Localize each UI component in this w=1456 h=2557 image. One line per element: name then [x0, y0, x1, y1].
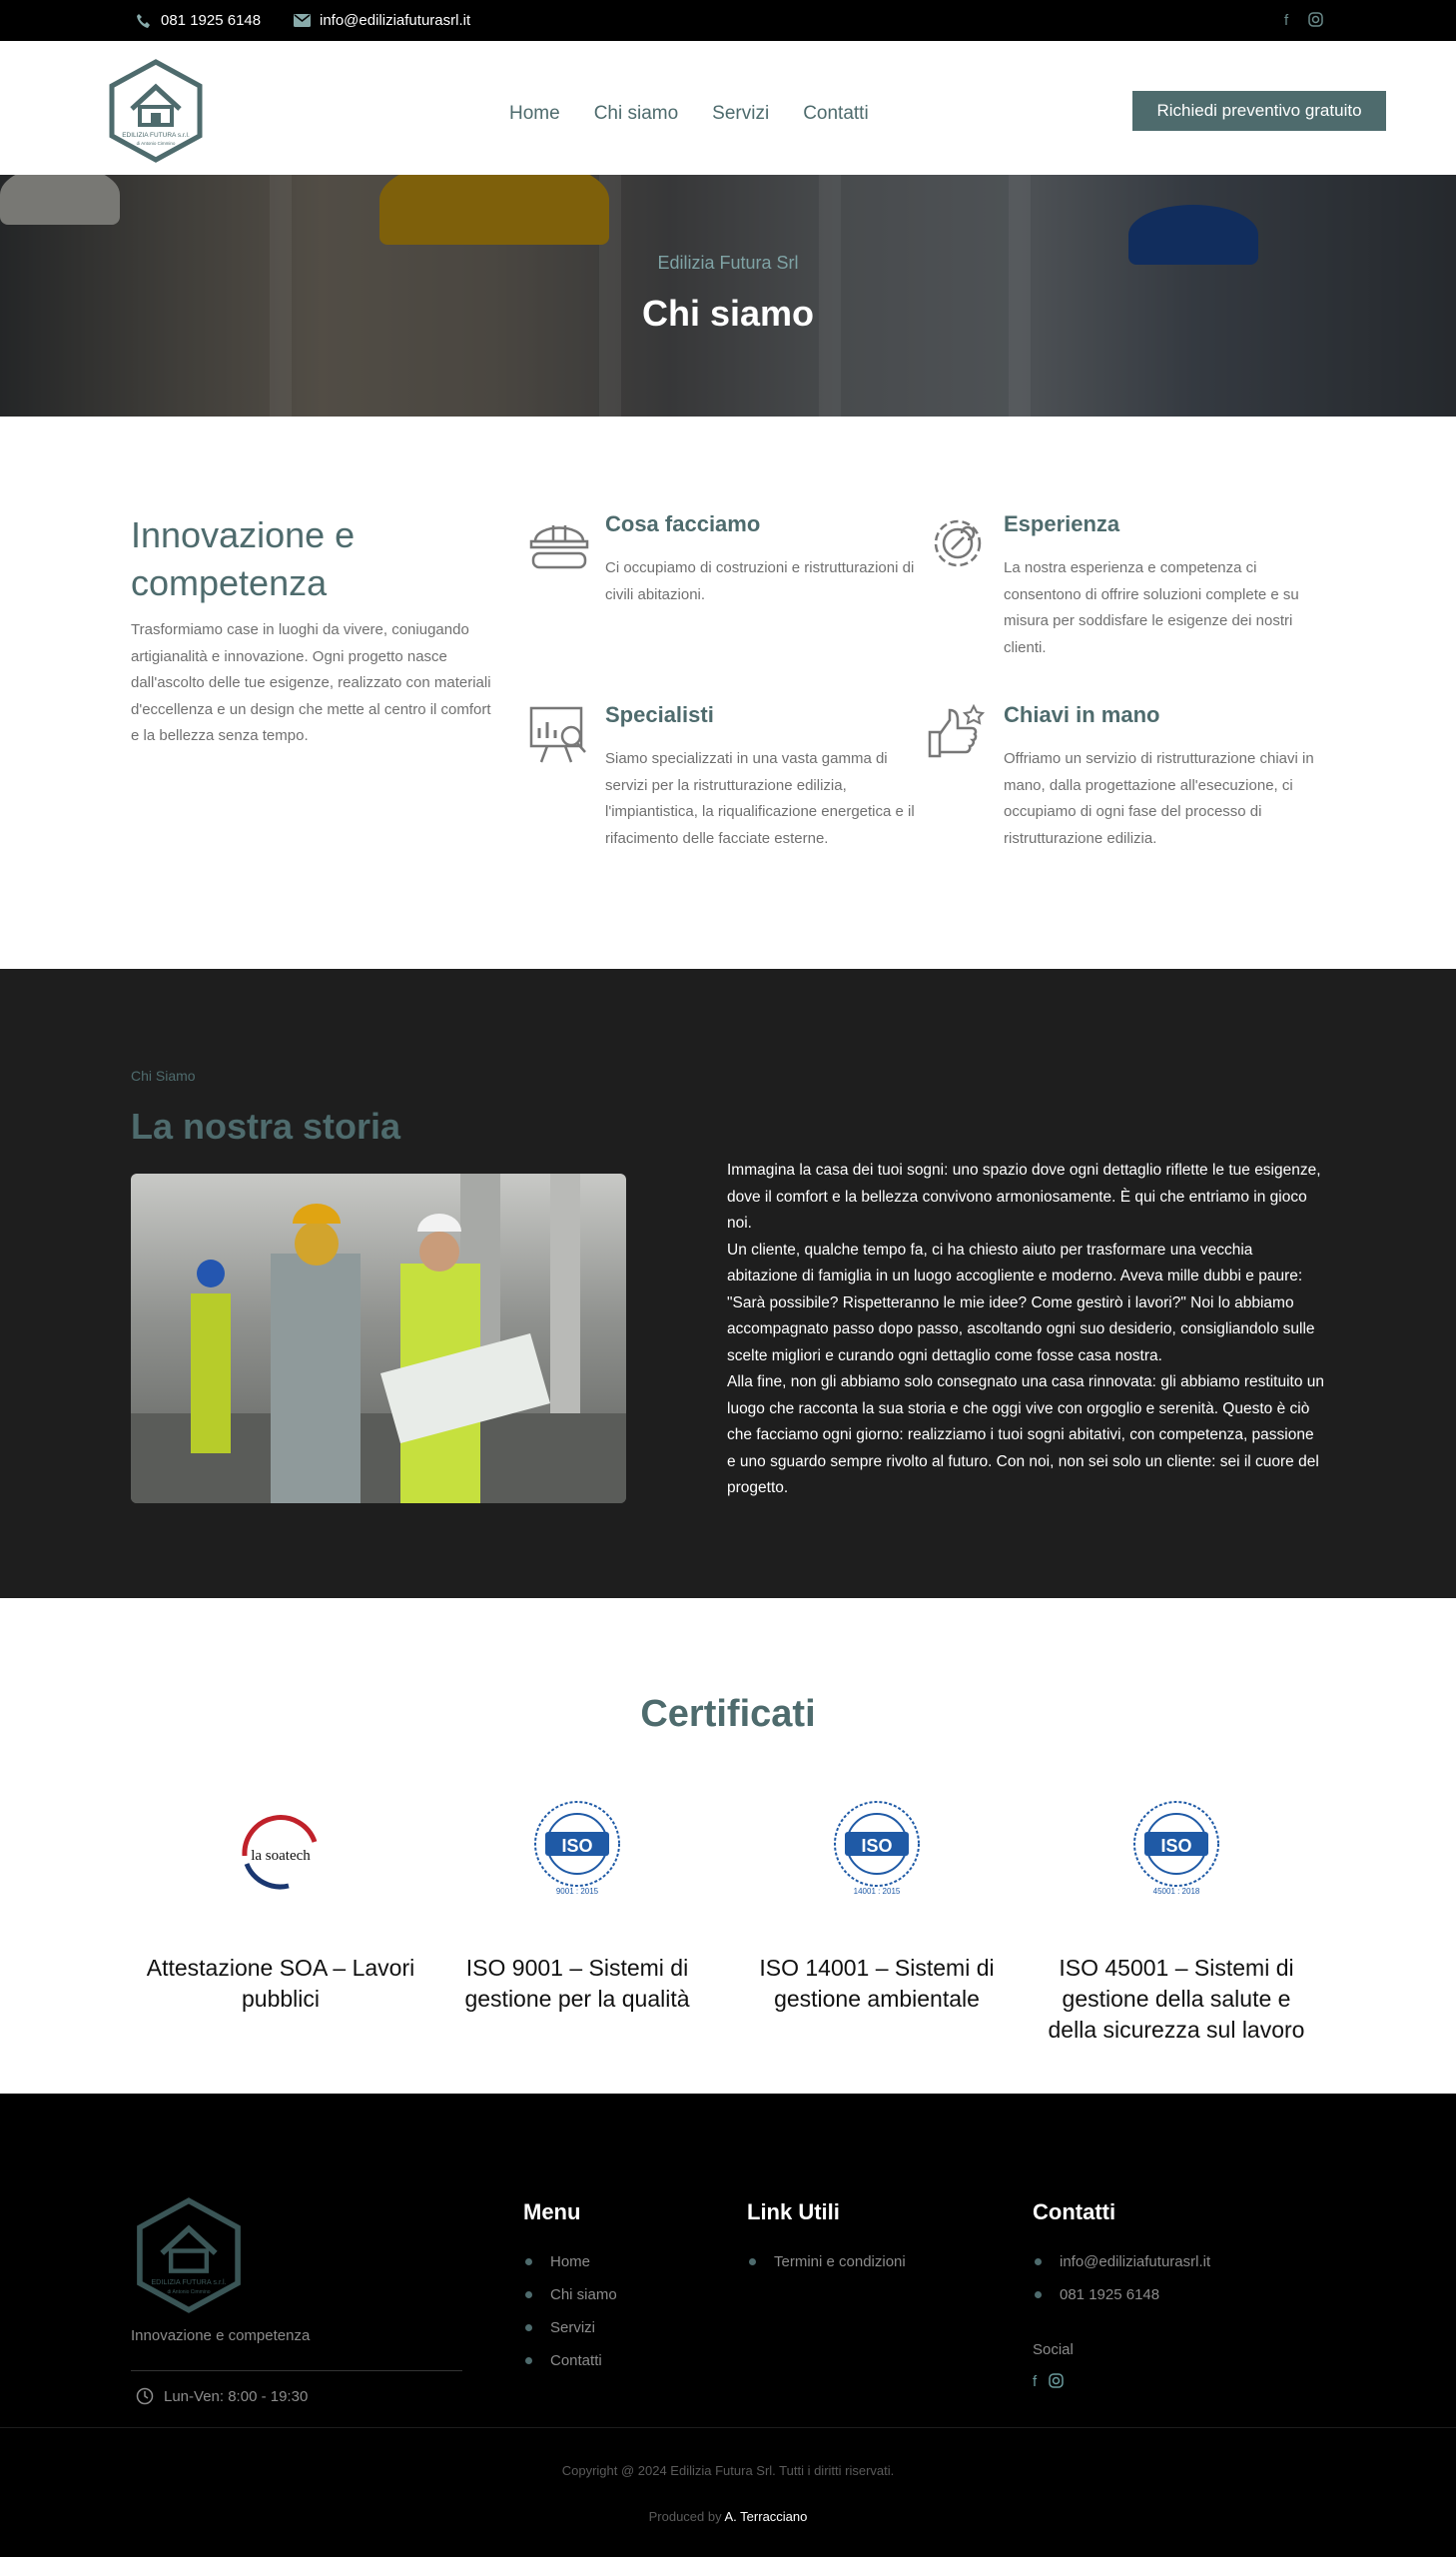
intro-title: Innovazione e competenza — [131, 514, 356, 603]
topbar-email[interactable] — [294, 12, 470, 29]
company-logo[interactable] — [104, 59, 208, 163]
footer-link-label: Termini e condizioni — [774, 2253, 906, 2270]
bullet-icon — [525, 2291, 532, 2298]
gear-wrench-icon — [926, 511, 990, 575]
quote-request-button[interactable]: Richiedi preventivo gratuito — [1132, 91, 1386, 131]
bullet-icon — [749, 2258, 756, 2265]
bullet-icon — [525, 2258, 532, 2265]
certificate-label: ISO 45001 – Sistemi di gestione della salute e della sicurezza sul lavoro — [1048, 1955, 1305, 2043]
footer-menu-item[interactable] — [525, 2245, 617, 2278]
produced-by — [0, 2509, 1456, 2524]
nav-home[interactable]: Home — [509, 103, 560, 124]
soatech-logo-text: la soatech — [251, 1848, 311, 1864]
feature-chiavi-in-mano — [926, 702, 1325, 862]
certificates-title: Certificati — [640, 1693, 816, 1735]
nav-contatti[interactable]: Contatti — [803, 103, 869, 124]
copyright-text: Copyright @ 2024 Edilizia Futura Srl. Tutti i diritti riservati. — [561, 2463, 895, 2478]
footer-hours-text: Lun-Ven: 8:00 - 19:30 — [164, 2387, 309, 2405]
iso-logo-text: ISO — [1160, 1836, 1192, 1856]
iso-45001-logo — [1126, 1798, 1226, 1898]
story-paragraph: Un cliente, qualche tempo fa, ci ha chiesto aiuto per trasformare una vecchia abitazione di famiglia in un luogo accogliente e moderno. Aveva mille dubbi e paure: "Sarà possibile? Rispetteranno le mie idee? Come gestirò i lavori?" Noi lo abbiamo accompagnato passo dopo passo, ascoltando ogni suo desiderio, consigliandolo sulle scelte migliori e curando ogni dettaglio come fosse casa nostra. — [727, 1241, 1315, 1364]
hero-title: Chi siamo — [641, 293, 815, 334]
logo-subtext: di Antonio Cimmino — [136, 141, 176, 146]
feature-text: Siamo specializzati in una vasta gamma di servizi per la ristrutturazione edilizia, l'impiantistica, la riqualificazione energetica e il rifacimento delle facciate esterne. — [605, 750, 915, 847]
nav-servizi[interactable]: Servizi — [712, 103, 770, 124]
footer-menu-item[interactable] — [525, 2278, 617, 2311]
bullet-icon — [1035, 2291, 1042, 2298]
story-paragraph: Immagina la casa dei tuoi sogni: uno spazio dove ogni dettaglio riflette le tue esigenze, dove il comfort e la bellezza convivono armoniosamente. È qui che entriamo in gioco noi. — [727, 1162, 1321, 1232]
footer-contact-phone[interactable] — [1035, 2278, 1210, 2311]
footer-social-label: Social — [1033, 2341, 1074, 2358]
story-text — [727, 1158, 1326, 1502]
thumbs-up-icon — [926, 702, 990, 766]
site-footer — [0, 2094, 1456, 2557]
certificate-iso-14001 — [742, 1798, 1012, 2015]
produced-by-link[interactable]: A. Terracciano — [724, 2509, 808, 2524]
footer-link-item[interactable] — [749, 2245, 906, 2278]
feature-cosa-facciamo — [527, 511, 927, 621]
feature-text: Ci occupiamo di costruzioni e ristrutturazioni di civili abitazioni. — [605, 559, 915, 603]
topbar-phone-text: 081 1925 6148 — [161, 12, 262, 29]
feature-title: Chiavi in mano — [1004, 702, 1160, 727]
phone-icon — [136, 13, 152, 29]
story-kicker: Chi Siamo — [131, 1068, 196, 1084]
bullet-icon — [525, 2324, 532, 2331]
facebook-icon[interactable]: f — [1033, 2373, 1038, 2390]
footer-social-icons — [1033, 2373, 1064, 2390]
story-title: La nostra storia — [131, 1106, 401, 1147]
feature-text: Offriamo un servizio di ristrutturazione chiavi in mano, dalla progettazione all'esecuzione, ci occupiamo di ogni fase del processo di ristrutturazione edilizia. — [1004, 750, 1314, 847]
topbar-phone[interactable] — [136, 12, 261, 29]
certificate-label: ISO 9001 – Sistemi di gestione per la qualità — [464, 1955, 690, 2012]
facebook-icon[interactable]: f — [1284, 12, 1289, 29]
feature-title: Esperienza — [1004, 511, 1120, 536]
instagram-icon[interactable] — [1308, 12, 1323, 27]
footer-divider — [131, 2370, 462, 2371]
footer-contacts — [1035, 2245, 1210, 2311]
footer-links — [749, 2245, 906, 2278]
feature-text: La nostra esperienza e competenza ci consentono di offrire soluzioni complete e su misura per soddisfare le esigenze dei nostri clienti. — [1004, 559, 1299, 656]
nav-chi-siamo[interactable]: Chi siamo — [593, 103, 679, 124]
iso-logo-text: ISO — [861, 1836, 893, 1856]
certificate-label: ISO 14001 – Sistemi di gestione ambientale — [759, 1955, 995, 2012]
feature-esperienza — [926, 511, 1325, 671]
helmet-icon — [527, 511, 591, 575]
bullet-icon — [1035, 2258, 1042, 2265]
footer-logo-subtext: di Antonio Cimmino — [167, 2288, 211, 2295]
topbar-email-text: info@ediliziafuturasrl.it — [320, 12, 471, 29]
certificate-iso-9001 — [442, 1798, 712, 2015]
iso-standard-text: 14001 : 2015 — [853, 1887, 901, 1896]
iso-logo-text: ISO — [561, 1836, 593, 1856]
iso-standard-text: 45001 : 2018 — [1152, 1887, 1200, 1896]
main-nav — [509, 103, 869, 125]
footer-menu-item[interactable] — [525, 2344, 617, 2377]
footer-contact-label: info@ediliziafuturasrl.it — [1060, 2253, 1211, 2270]
story-section — [0, 969, 1456, 1598]
clock-icon — [136, 2387, 154, 2405]
story-photo — [131, 1174, 626, 1503]
instagram-icon[interactable] — [1049, 2373, 1064, 2388]
bullet-icon — [525, 2357, 532, 2364]
iso-standard-text: 9001 : 2015 — [555, 1887, 599, 1896]
footer-contact-email[interactable] — [1035, 2245, 1210, 2278]
footer-hours — [136, 2387, 308, 2405]
footer-logo[interactable] — [131, 2197, 247, 2313]
iso-14001-logo — [827, 1798, 927, 1898]
footer-bottom-divider — [0, 2427, 1456, 2428]
footer-menu-label: Servizi — [550, 2319, 596, 2336]
footer-menu-title: Menu — [523, 2199, 581, 2224]
story-paragraph: Alla fine, non gli abbiamo solo consegnato una casa rinnovata: gli abbiamo restituito un luogo che racconta la sua storia e che oggi vive con orgoglio e serenità. Questo è ciò che facciamo ogni giorno: realizziamo i tuoi sogni abitativi, con competenza, passione e uno sguardo sempre rivolto al futuro. Con noi, non sei solo un cliente: sei il cuore del progetto. — [727, 1373, 1324, 1496]
logo-text: EDILIZIA FUTURA s.r.l. — [122, 132, 190, 139]
hero-kicker: Edilizia Futura Srl — [657, 253, 799, 273]
footer-tagline: Innovazione e competenza — [131, 2327, 311, 2344]
footer-contacts-title: Contatti — [1033, 2199, 1116, 2224]
footer-links-title: Link Utili — [747, 2199, 840, 2224]
iso-9001-logo — [527, 1798, 627, 1898]
footer-contact-label: 081 1925 6148 — [1060, 2286, 1160, 2303]
hero-banner — [0, 175, 1456, 417]
certificate-iso-45001 — [1042, 1798, 1311, 2046]
intro-text: Trasformiamo case in luoghi da vivere, coniugando artigianalità e innovazione. Ogni progetto nasce dall'ascolto delle tue esigenze, realizzato con materiali d'eccellenza e un design che mette al centro il comfort e la bellezza senza tempo. — [131, 621, 491, 744]
soatech-logo — [231, 1798, 331, 1898]
footer-menu-item[interactable] — [525, 2311, 617, 2344]
footer-menu-label: Contatti — [550, 2352, 602, 2369]
footer-menu-label: Chi siamo — [550, 2286, 617, 2303]
footer-logo-text: EDILIZIA FUTURA s.r.l. — [151, 2277, 227, 2286]
feature-title: Specialisti — [605, 702, 714, 727]
mail-icon — [294, 14, 311, 27]
feature-title: Cosa facciamo — [605, 511, 761, 536]
story-photo-illustration — [131, 1174, 626, 1503]
certificate-soa — [146, 1798, 415, 2015]
produced-by-label: Produced by — [648, 2509, 722, 2524]
site-header — [0, 41, 1456, 175]
feature-specialisti — [527, 702, 927, 862]
analysis-board-icon — [527, 702, 591, 766]
top-bar — [0, 0, 1456, 41]
certificate-label: Attestazione SOA – Lavori pubblici — [146, 1955, 415, 2012]
footer-menu — [525, 2245, 617, 2377]
footer-menu-label: Home — [550, 2253, 591, 2270]
